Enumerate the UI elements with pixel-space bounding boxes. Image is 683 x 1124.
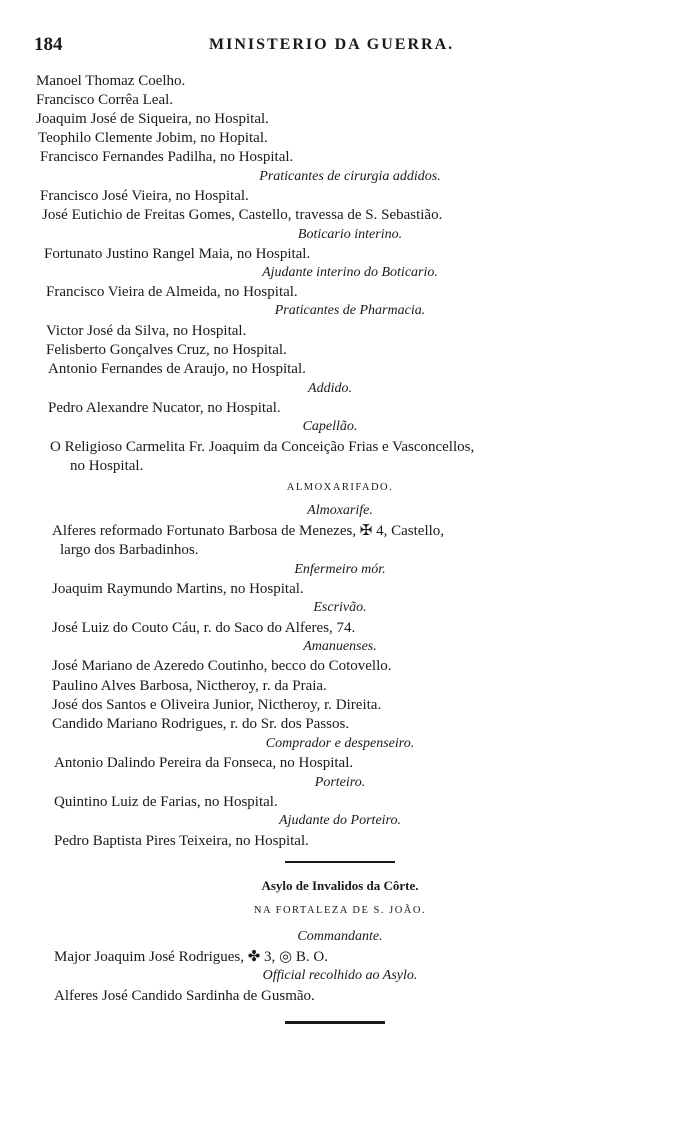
entry-line: Joaquim José de Siqueira, no Hospital. xyxy=(36,111,269,127)
entry-line: Quintino Luiz de Farias, no Hospital. xyxy=(54,794,278,810)
section-heading: Ajudante interino do Boticario. xyxy=(262,265,438,280)
entry-line: Francisco Fernandes Padilha, no Hospital. xyxy=(40,149,294,165)
entry-line: Paulino Alves Barbosa, Nictheroy, r. da Praia. xyxy=(52,678,327,694)
section-heading: Praticantes de Pharmacia. xyxy=(274,303,426,318)
section-divider xyxy=(285,861,395,863)
section-heading: Enfermeiro mór. xyxy=(294,562,386,577)
entry-line: Antonio Dalindo Pereira da Fonseca, no Hospital. xyxy=(54,755,354,771)
entry-line: Francisco José Vieira, no Hospital. xyxy=(40,188,249,204)
section-heading: Praticantes de cirurgia addidos. xyxy=(259,169,441,184)
entry-line: O Religioso Carmelita Fr. Joaquim da Conceição Frias e Vasconcellos, xyxy=(50,439,475,455)
entry-line: Pedro Baptista Pires Teixeira, no Hospital. xyxy=(54,833,309,849)
section-heading: Comprador e despenseiro. xyxy=(265,736,415,751)
page-number: 184 xyxy=(34,34,63,55)
entry-line: Alferes José Candido Sardinha de Gusmão. xyxy=(54,988,315,1004)
entry-line: Fortunato Justino Rangel Maia, no Hospital. xyxy=(44,246,311,262)
entry-line: José Mariano de Azeredo Coutinho, becco do Cotovello. xyxy=(52,658,392,674)
section-heading: Addido. xyxy=(308,381,352,396)
entry-line: Felisberto Gonçalves Cruz, no Hospital. xyxy=(46,342,287,358)
section-heading: Ajudante do Porteiro. xyxy=(279,813,401,828)
entry-line: Major Joaquim José Rodrigues, ✤ 3, ◎ B. O. xyxy=(54,949,328,965)
entry-line: Alferes reformado Fortunato Barbosa de Menezes, ✠ 4, Castello, xyxy=(52,523,445,539)
section-heading: Commandante. xyxy=(297,929,383,944)
section-title: ALMOXARIFADO. xyxy=(286,482,394,493)
entry-line: largo dos Barbadinhos. xyxy=(60,542,199,558)
section-heading: Capellão. xyxy=(302,419,358,434)
section-heading: Amanuenses. xyxy=(303,639,377,654)
entry-line: Francisco Corrêa Leal. xyxy=(36,92,174,108)
entry-line: Francisco Vieira de Almeida, no Hospital. xyxy=(46,284,298,300)
page-title: MINISTERIO DA GUERRA. xyxy=(209,36,455,53)
entry-line: José Luiz do Couto Cáu, r. do Saco do Alferes, 74. xyxy=(52,620,356,636)
entry-line: Manoel Thomaz Coelho. xyxy=(36,73,186,89)
section-title: Asylo de Invalidos da Côrte. xyxy=(261,878,419,893)
entry-line: Antonio Fernandes de Araujo, no Hospital. xyxy=(48,361,306,377)
section-heading: Boticario interino. xyxy=(297,227,403,242)
entry-line: Joaquim Raymundo Martins, no Hospital. xyxy=(52,581,304,597)
entry-line: Teophilo Clemente Jobim, no Hopital. xyxy=(38,130,268,146)
entry-line: José dos Santos e Oliveira Junior, Nictheroy, r. Direita. xyxy=(52,697,382,713)
entry-line: Victor José da Silva, no Hospital. xyxy=(46,323,247,339)
section-heading: Porteiro. xyxy=(314,775,366,790)
entry-line: José Eutichio de Freitas Gomes, Castello, travessa de S. Sebastião. xyxy=(42,207,443,223)
section-heading: Official recolhido ao Asylo. xyxy=(262,968,418,983)
closing-divider xyxy=(285,1021,385,1024)
page-header xyxy=(34,34,654,58)
entry-line: Candido Mariano Rodrigues, r. do Sr. dos Passos. xyxy=(52,716,350,732)
entry-line: Pedro Alexandre Nucator, no Hospital. xyxy=(48,400,281,416)
entry-line: no Hospital. xyxy=(70,458,144,474)
section-heading: Escrivão. xyxy=(313,600,367,615)
section-heading: Almoxarife. xyxy=(307,503,373,518)
section-subtitle: NA FORTALEZA DE S. JOÃO. xyxy=(253,905,427,916)
